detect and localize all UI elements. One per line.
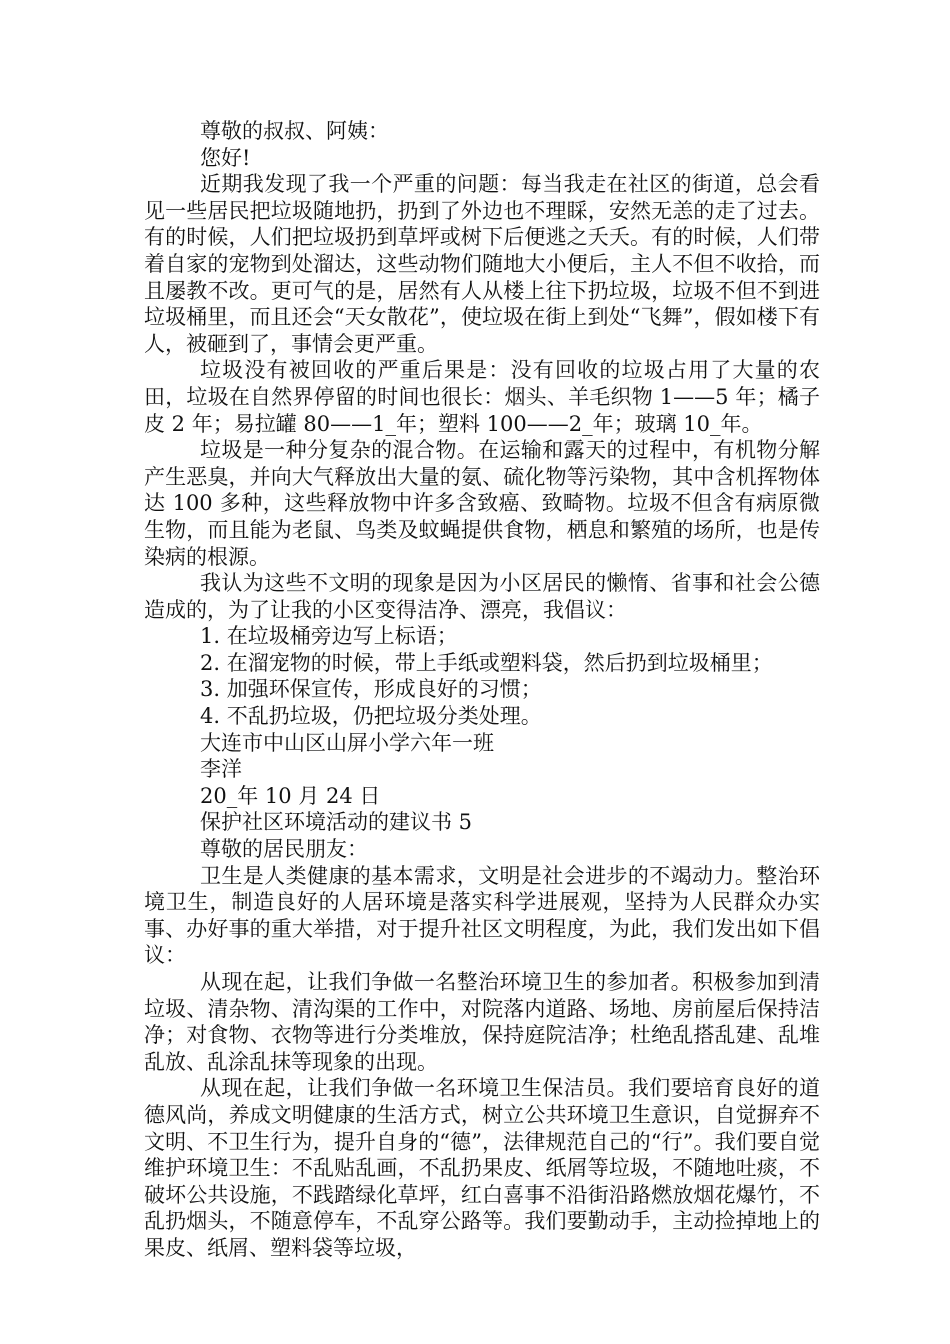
document-page [144, 118, 820, 1262]
letter2-paragraph-3: 从现在起，让我们争做一名环境卫生保洁员。我们要培育良好的道德风尚，养成文明健康的生活方式，树立公共环境卫生意识，自觉摒弃不文明、不卫生行为，提升自身的“德”，法律规范自己的“行”。我们要自觉维护环境卫生：不乱贴乱画，不乱扔果皮、纸屑等垃圾，不随地吐痰，不破坏公共设施，不践踏绿化草坪，红白喜事不沿街沿路燃放烟花爆竹，不乱扔烟头，不随意停车，不乱穿公路等。我们要勤动手，主动捡掉地上的果皮、纸屑、塑料袋等垃圾， [144, 1076, 820, 1260]
letter2-title: 保护社区环境活动的建议书 5 [200, 810, 473, 835]
proposal-item-4: 4. 不乱扔垃圾，仍把垃圾分类处理。 [200, 704, 542, 729]
letter1-salutation: 尊敬的叔叔、阿姨： [200, 119, 389, 143]
proposal-item-3: 3. 加强环保宣传，形成良好的习惯； [200, 677, 542, 702]
letter1-paragraph-4: 我认为这些不文明的现象是因为小区居民的懒惰、省事和社会公德造成的，为了让我的小区变得洁净、漂亮，我倡议： [144, 571, 820, 622]
letter1-author: 李洋 [200, 757, 242, 782]
proposal-item-2: 2. 在溜宠物的时候，带上手纸或塑料袋，然后扔到垃圾桶里； [200, 650, 773, 675]
letter2-paragraph-1: 卫生是人类健康的基本需求，文明是社会进步的不竭动力。整治环境卫生，制造良好的人居环境是落实科学进展观，坚持为人民群众办实事、办好事的重大举措，对于提升社区文明程度，为此，我们发出如下倡议： [144, 863, 820, 968]
letter1-paragraph-2: 垃圾没有被回收的严重后果是：没有回收的垃圾占用了大量的农田，垃圾在自然界停留的时间也很长：烟头、羊毛织物 1——5 年；橘子皮 2 年；易拉罐 80——1_年；塑料 100——2_年；玻璃 10_年。 [144, 358, 820, 436]
letter2-paragraph-2: 从现在起，让我们争做一名整治环境卫生的参加者。积极参加到清垃圾、清杂物、清沟渠的工作中，对院落内道路、场地、房前屋后保持洁净；对食物、衣物等进行分类堆放，保持庭院洁净；杜绝乱搭乱建、乱堆乱放、乱涂乱抹等现象的出现。 [144, 970, 820, 1074]
letter1-school: 大连市中山区山屏小学六年一班 [200, 730, 494, 755]
letter1-greeting: 您好! [200, 145, 251, 170]
letter1-paragraph-3: 垃圾是一种分复杂的混合物。在运输和露天的过程中，有机物分解产生恶臭，并向大气释放出大量的氨、硫化物等污染物，其中含机挥物体达 100 多种，这些释放物中许多含致癌、致畸物。垃圾不但含有病原微生物，而且能为老鼠、鸟类及蚊蝇提供食物，栖息和繁殖的场所，也是传染病的根源。 [144, 438, 820, 569]
letter1-paragraph-1: 近期我发现了我一个严重的问题：每当我走在社区的街道，总会看见一些居民把垃圾随地扔，扔到了外边也不理睬，安然无恙的走了过去。有的时候，人们把垃圾扔到草坪或树下后便逃之夭夭。有的时候，人们带着自家的宠物到处溜达，这些动物们随地大小便后，主人不但不收拾，而且屡教不改。更可气的是，居然有人从楼上往下扔垃圾，垃圾不但不到进垃圾桶里，而且还会“天女散花”，使垃圾在街上到处“飞舞”，假如楼下有人，被砸到了，事情会更严重。 [144, 172, 820, 356]
proposal-item-1: 1. 在垃圾桶旁边写上标语； [200, 624, 458, 649]
letter1-date: 20_年 10 月 24 日 [200, 783, 381, 808]
letter2-salutation: 尊敬的居民朋友： [200, 837, 368, 862]
